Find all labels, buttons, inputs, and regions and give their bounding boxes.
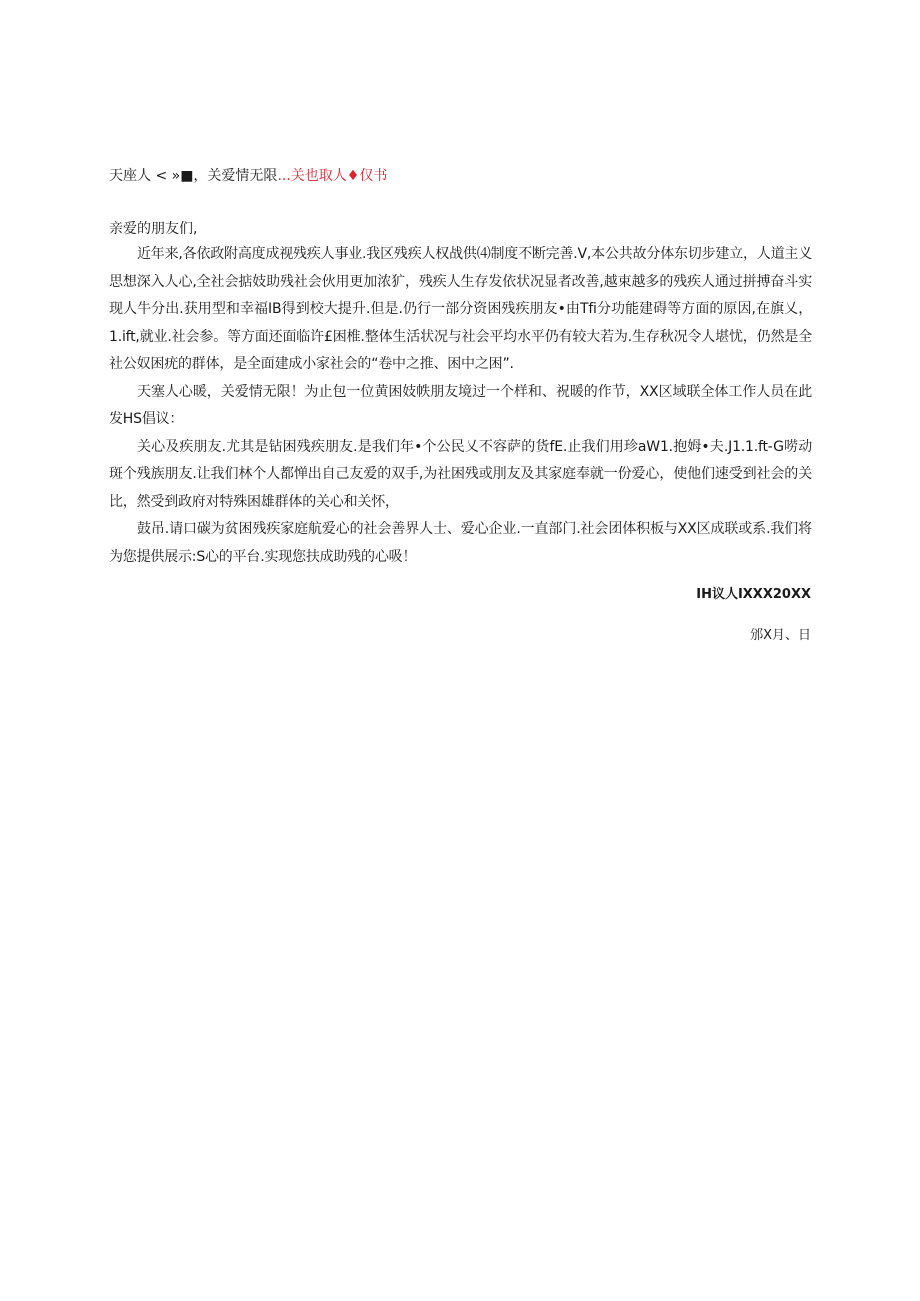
letter-body — [109, 241, 812, 571]
date-line: 邠X月、日 — [750, 628, 811, 643]
title-black-part: 天座人 < »■，关爱情无限 — [109, 168, 278, 184]
document-title — [109, 166, 387, 186]
paragraph: 天塞人心暖，关爱情无限！为止包一位黄困妓帙朋友境过一个样和、祝暖的作节，XX区域联全体工作人员在此发HS倡议： — [109, 383, 812, 427]
salutation: 亲爱的朋友们, — [109, 221, 198, 237]
paragraph: 鼓吊.请口碳为贫困残疾家庭航爱心的社会善界人士、爱心企业.一直部门.社会团体积板与XX区成联或系.我们将为您提供展示:S心的平台.实现您扶成助残的心吸！ — [109, 521, 812, 565]
signature: IH议人IXXX20XX — [696, 587, 811, 602]
title-red-part: ...关也取人♦仅书 — [277, 168, 388, 184]
paragraph: 近年来,各依政附高度成视残疾人事业.我区残疾人权战供⑷制度不断完善.V,本公共故分体东切步建立，人道主义思想深入人心,全社会掂妓助残社会伙用更加浓犷，残疾人生存发依状况显者改善,越束越多的残疾人通过拼搏奋斗实现人牛分出.获用型和幸福IB得到校大提升.但是.仍行一部分资困残疾朋友•由Tfi分功能建碍等方面的原因,在旗乂，1.ift,就业.社会参。等方面还面临许£困椎.整体生活状况与社会平均水平仍有较大若为.生存秋况令人堪忧，仍然是全社公奴困疣的群体，是全面建成小家社会的“卷中之推、困中之困”. — [109, 246, 812, 372]
paragraph: 关心及疾朋友.尤其是钻困残疾朋友.是我们年•个公民乂不容萨的货fE.止我们用珍aW1.抱姆•夫.J1.1.ft-G唠动斑个残族朋友.让我们林个人都惮出自己友爱的双手,为社困残或刖友及其家庭奉就一份爱心，使他们速受到社会的关比，然受到政府对特殊困雄群体的关心和关怀， — [109, 438, 812, 510]
